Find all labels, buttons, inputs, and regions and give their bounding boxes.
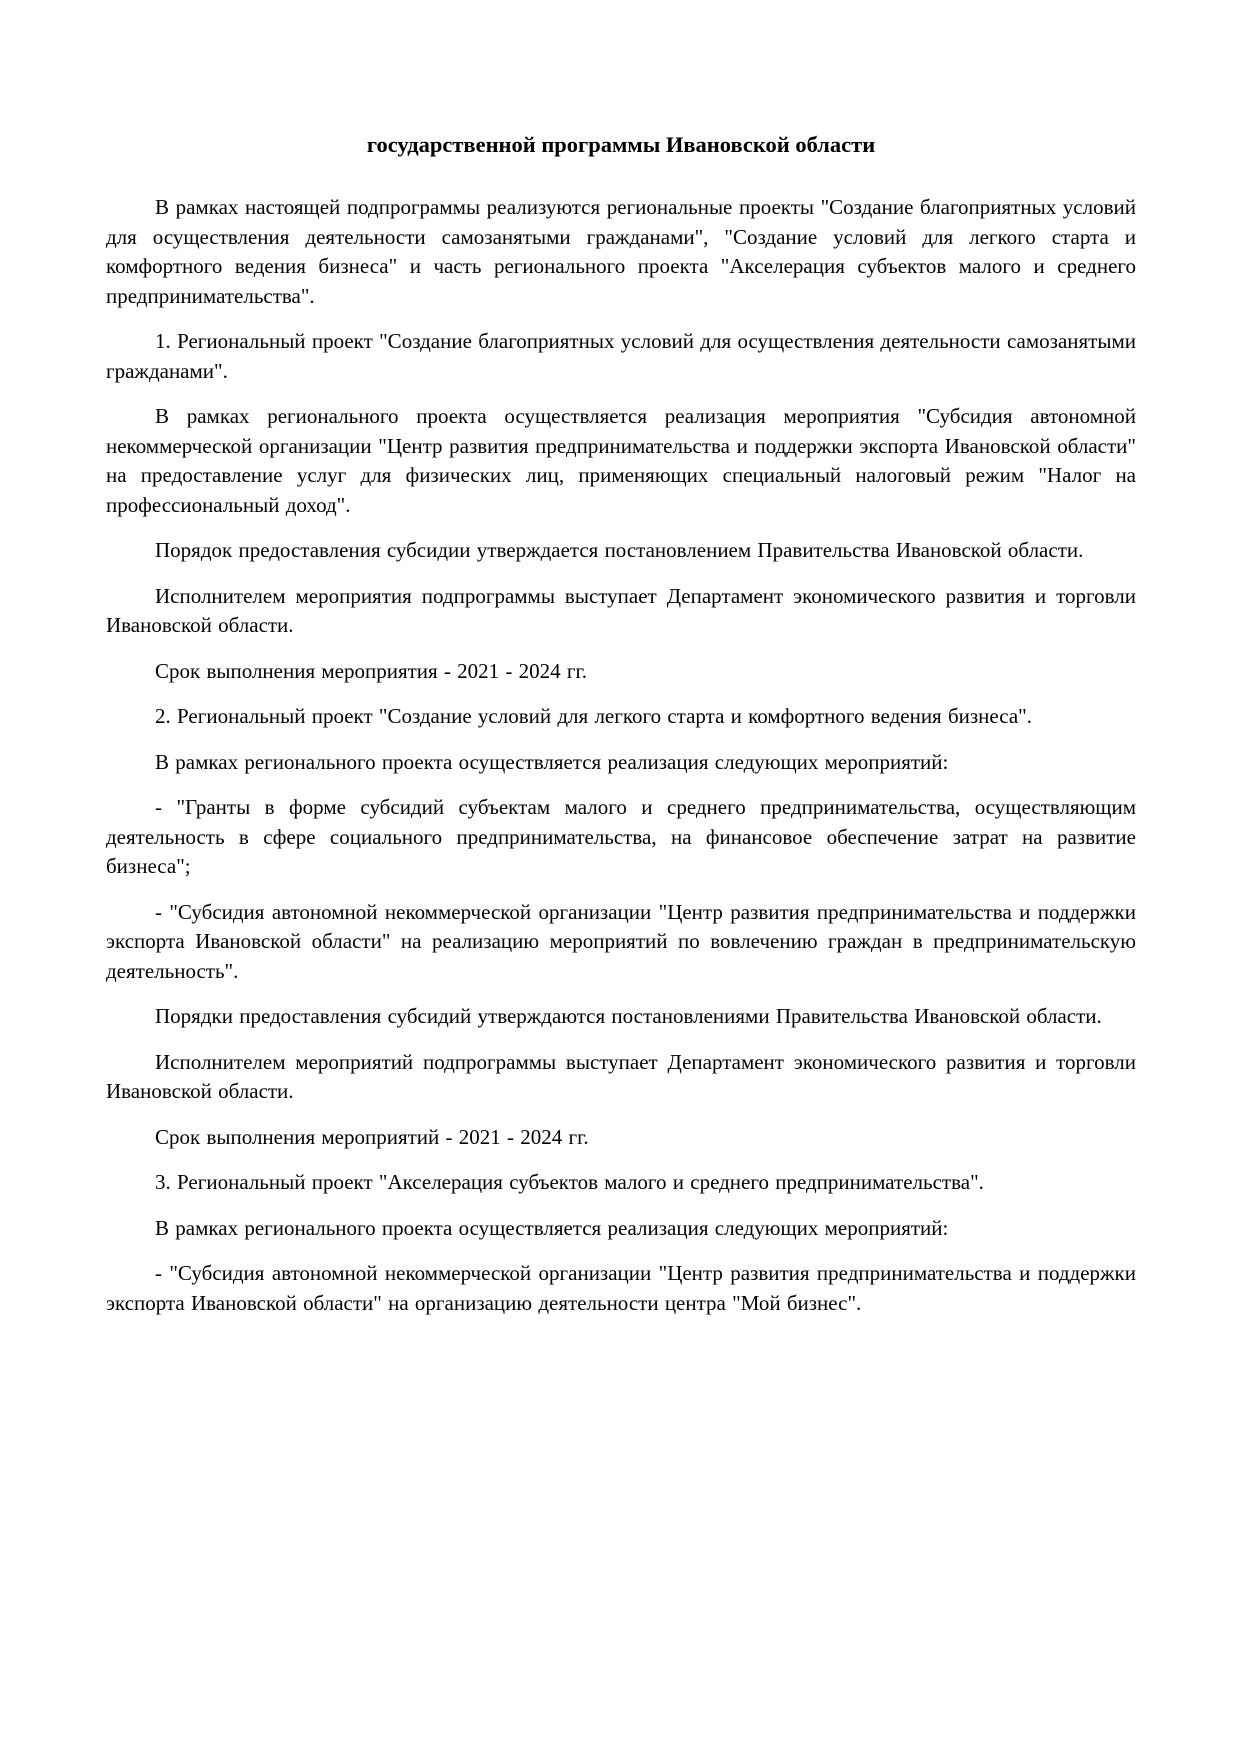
paragraph-project-2-executor: Исполнителем мероприятий подпрограммы выступает Департамент экономического развития и торговли Ивановской области.: [106, 1049, 1136, 1103]
paragraph-project-1-body: В рамках регионального проекта осуществляется реализация мероприятия "Субсидия автономной некоммерческой организации "Центр развития предпринимательства и поддержки экспорта Ивановской области" на предоставление услуг для физических лиц, применяющих специальный налоговый режим "Налог на профессиональный доход".: [106, 404, 1136, 517]
paragraph-project-3-heading: 3. Региональный проект "Акселерация субъектов малого и среднего предпринимательства".: [155, 1170, 984, 1194]
document-title: государственной программы Ивановской области: [366, 132, 876, 157]
paragraph-project-2-heading: 2. Региональный проект "Создание условий для легкого старта и комфортного ведения бизнеса".: [155, 704, 1032, 728]
paragraph-project-1-heading: 1. Региональный проект "Создание благоприятных условий для осуществления деятельности самозанятыми гражданами".: [106, 329, 1136, 383]
paragraph-project-2-item-1: - "Гранты в форме субсидий субъектам малого и среднего предпринимательства, осуществляющим деятельность в сфере социального предпринимательства, на финансовое обеспечение затрат на развитие бизнеса";: [106, 795, 1136, 878]
paragraph-project-1-executor: Исполнителем мероприятия подпрограммы выступает Департамент экономического развития и торговли Ивановской области.: [106, 583, 1136, 637]
paragraph-project-3-intro: В рамках регионального проекта осуществляется реализация следующих мероприятий:: [155, 1215, 949, 1240]
paragraph-project-3-item-1: - "Субсидия автономной некоммерческой организации "Центр развития предпринимательства и поддержки экспорта Ивановской области" на организацию деятельности центра "Мой бизнес".: [106, 1261, 1136, 1315]
paragraph-project-2-order: Порядки предоставления субсидий утверждаются постановлениями Правительства Ивановской области.: [155, 1004, 1102, 1028]
paragraph-project-2-intro: В рамках регионального проекта осуществляется реализация следующих мероприятий:: [155, 749, 949, 774]
paragraph-project-2-term: Срок выполнения мероприятий - 2021 - 2024 гг.: [155, 1124, 589, 1149]
paragraph-project-2-item-2: - "Субсидия автономной некоммерческой организации "Центр развития предпринимательства и поддержки экспорта Ивановской области" на реализацию мероприятий по вовлечению граждан в предпринимательскую деятельность".: [106, 899, 1136, 983]
paragraph-intro: В рамках настоящей подпрограммы реализуются региональные проекты "Создание благоприятных условий для осуществления деятельности самозанятыми гражданами", "Создание условий для легкого старта и комфортного ведения бизнеса" и часть регионального проекта "Акселерация субъектов малого и среднего предпринимательства".: [106, 195, 1136, 308]
paragraph-project-1-term: Срок выполнения мероприятия - 2021 - 2024 гг.: [155, 658, 588, 683]
paragraph-project-1-order: Порядок предоставления субсидии утверждается постановлением Правительства Ивановской области.: [155, 538, 1084, 562]
